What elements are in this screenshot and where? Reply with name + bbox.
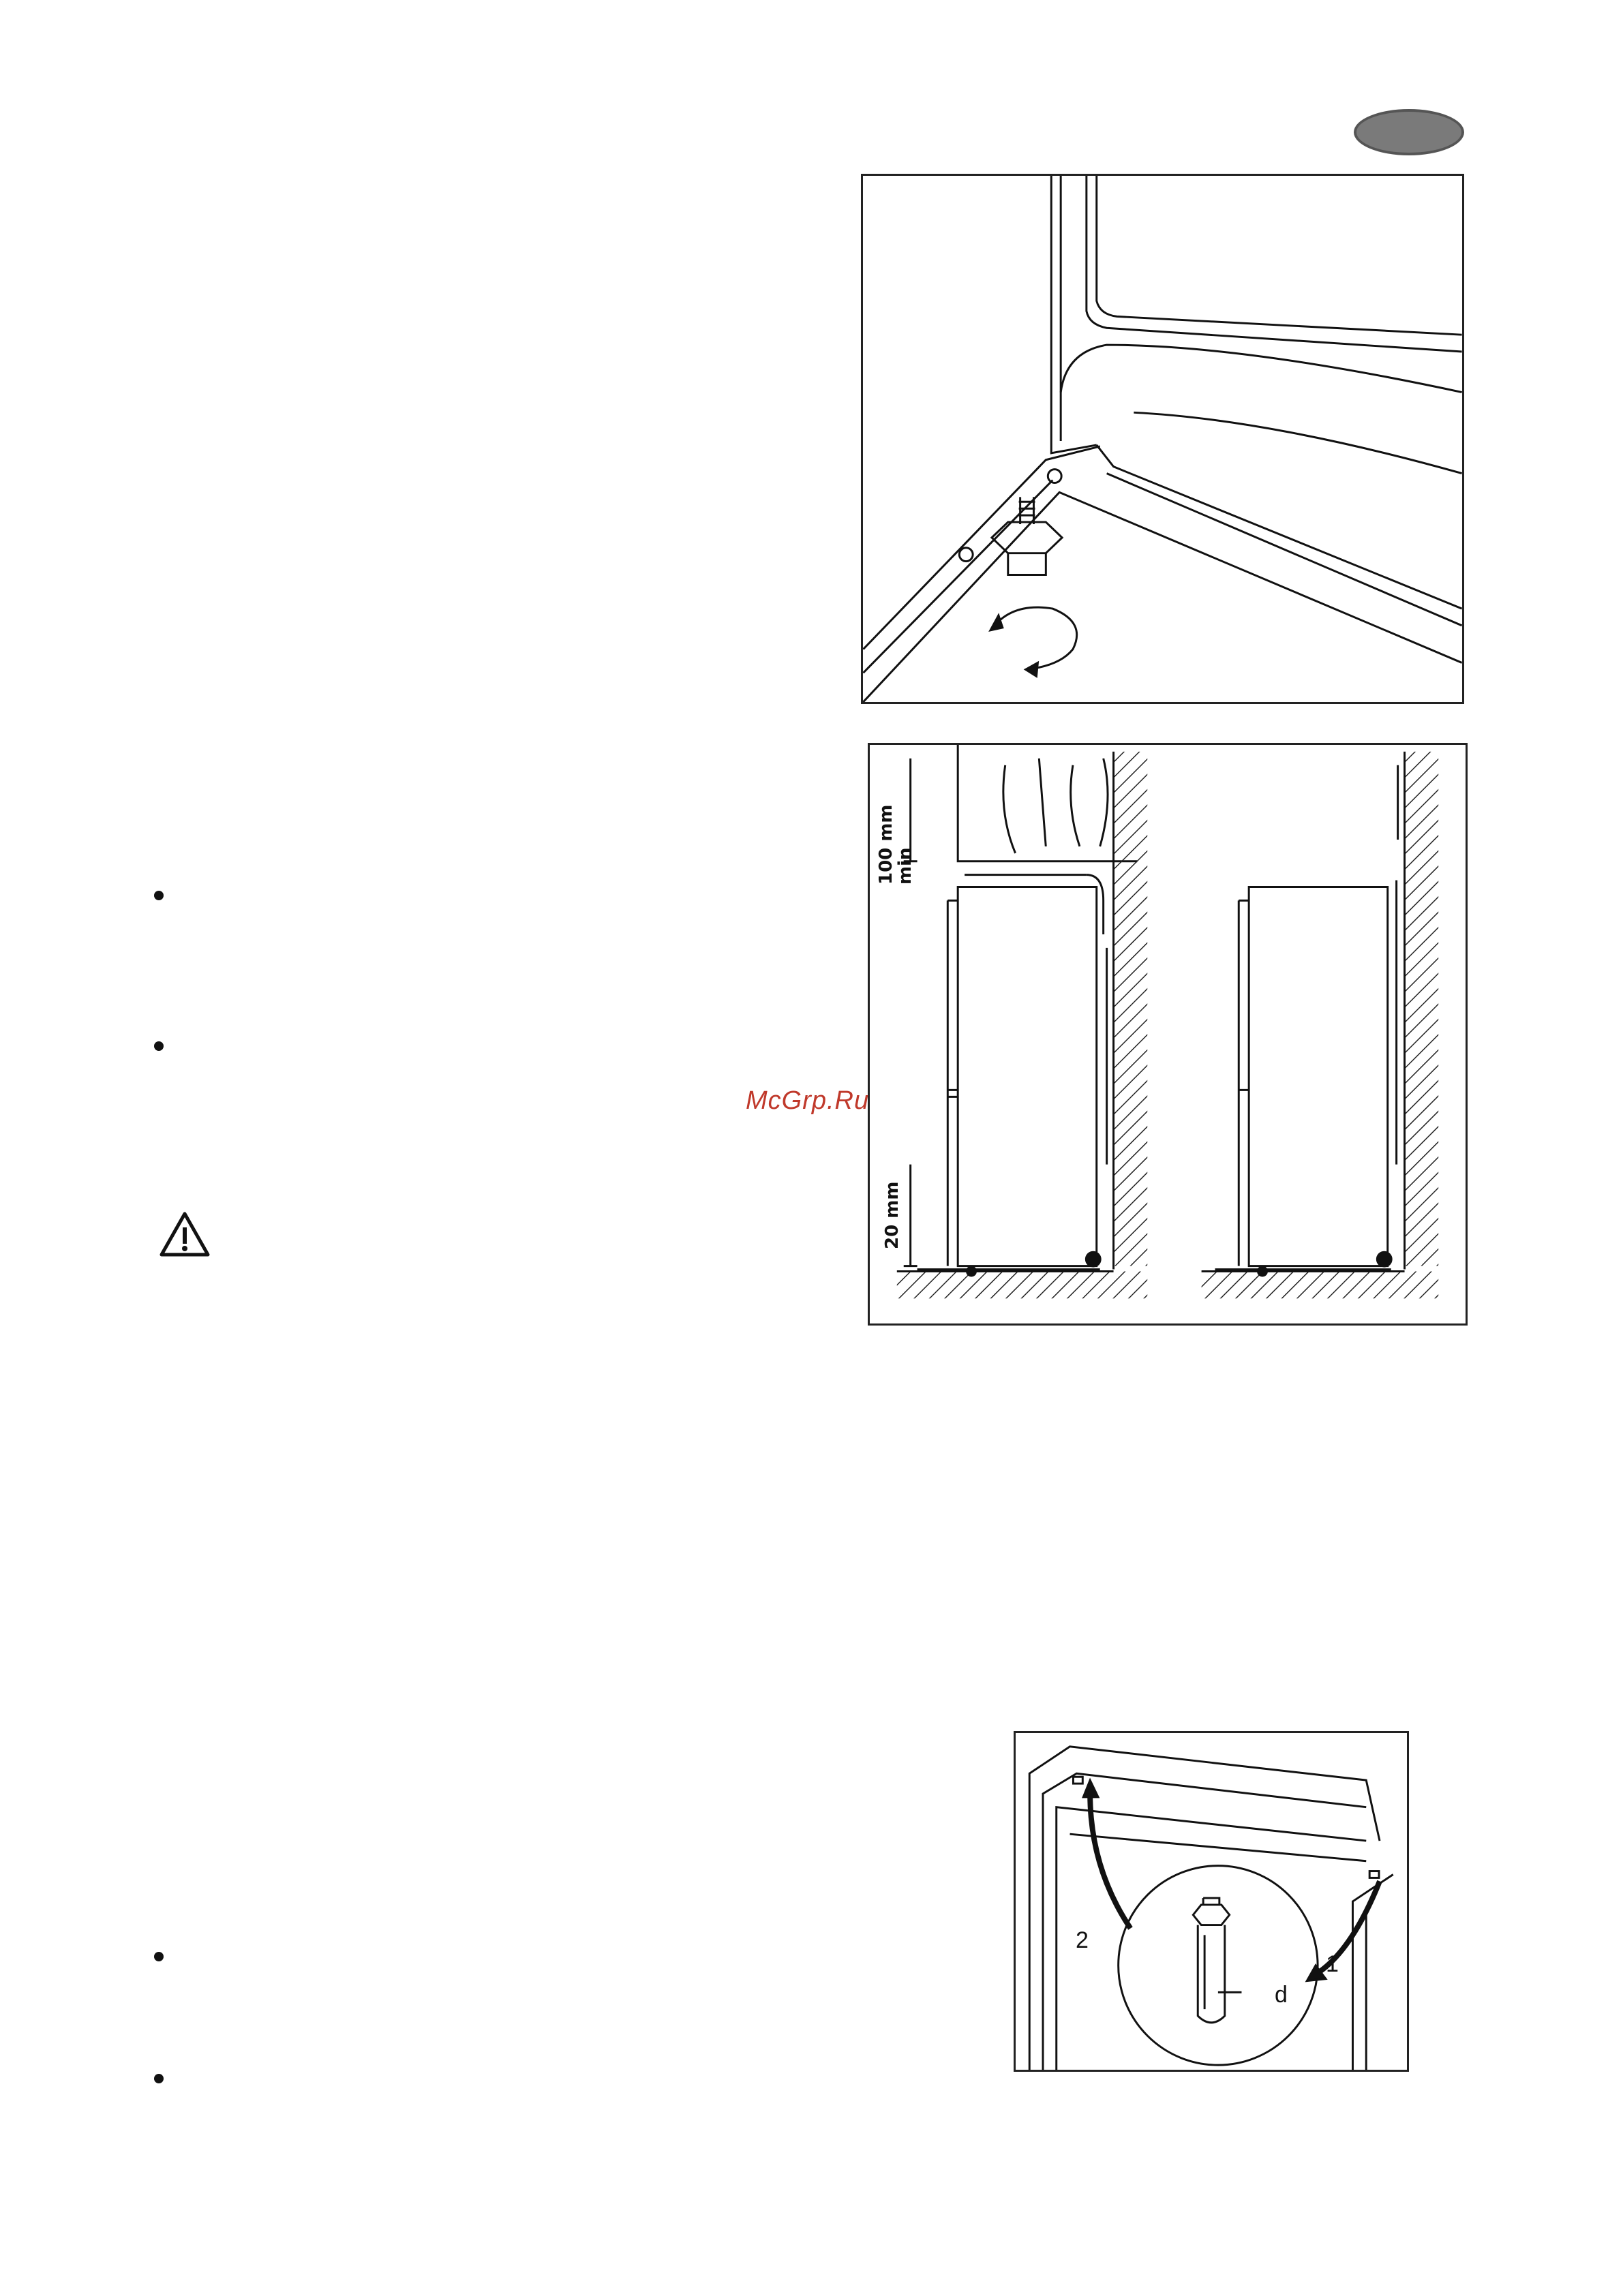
figure-door-hinge — [1014, 1731, 1409, 2072]
bullet-dot — [154, 891, 164, 900]
callout-d: d — [1275, 1982, 1288, 2008]
ventilation-clearance-illustration — [870, 745, 1466, 1323]
dimension-label-bottom: 20 mm — [882, 1181, 902, 1249]
dimension-top-suffix: min — [895, 847, 915, 885]
dimension-label-top — [877, 804, 915, 885]
levelling-foot-illustration — [863, 176, 1462, 702]
callout-1: 1 — [1326, 1951, 1339, 1977]
bullet-dot — [154, 1041, 164, 1051]
callout-2: 2 — [1076, 1927, 1089, 1953]
bullet-dot — [154, 2074, 164, 2083]
warning-triangle-icon — [159, 1211, 211, 1257]
section-badge — [1354, 109, 1464, 155]
door-hinge-illustration — [1016, 1733, 1407, 2070]
watermark: McGrp.Ru — [746, 1086, 870, 1115]
bullet-dot — [154, 1952, 164, 1961]
figure-ventilation-clearance — [868, 743, 1468, 1326]
figure-levelling-foot — [861, 174, 1464, 704]
dimension-top-value: 100 mm — [876, 804, 896, 885]
